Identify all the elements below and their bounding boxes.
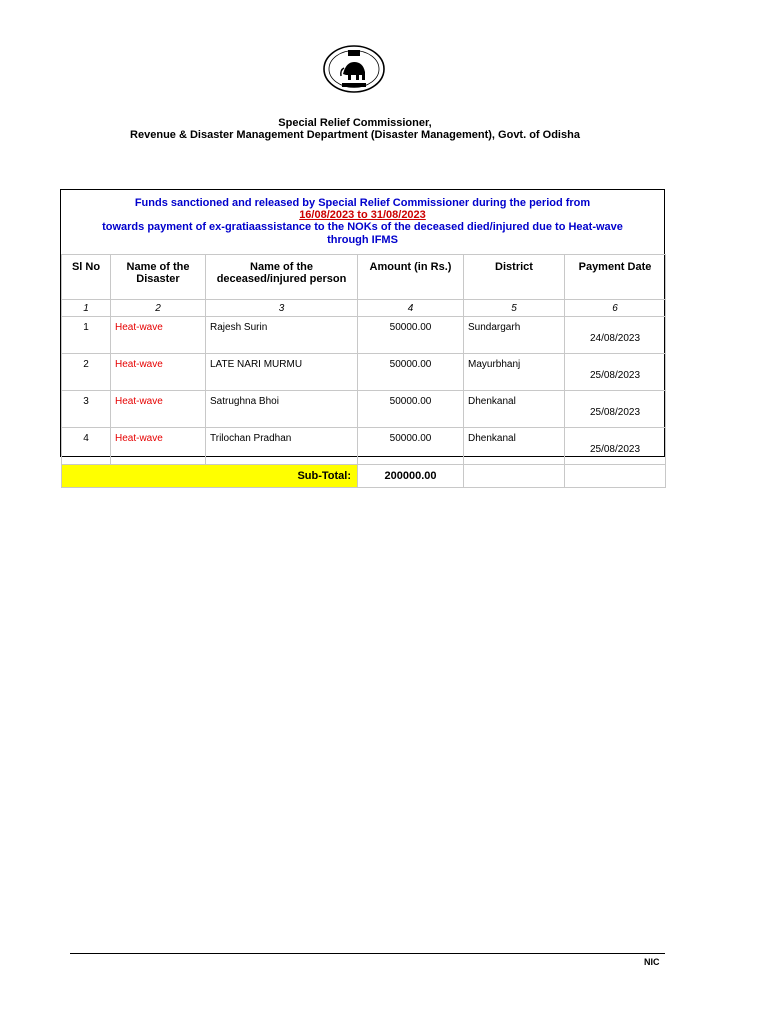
cell-person: Rajesh Surin (206, 317, 358, 354)
panel-title-line-3: towards payment of ex-gratiaassistance to the NOKs of the deceased died/injured due to Heat-wave (102, 221, 623, 233)
cell-payment-date: 24/08/2023 (565, 317, 666, 354)
col-header-payment-date: Payment Date (565, 255, 666, 300)
odisha-state-emblem-icon (322, 44, 386, 94)
panel-title-line-4: through IFMS (327, 234, 398, 246)
cell-person: LATE NARI MURMU (206, 354, 358, 391)
col-header-amount: Amount (in Rs.) (358, 255, 464, 300)
cell-payment-date: 25/08/2023 (565, 391, 666, 428)
cell-disaster: Heat-wave (111, 317, 206, 354)
column-number-row (62, 300, 666, 317)
cell-sl-no: 4 (62, 428, 111, 465)
table-row (62, 317, 666, 354)
cell-amount: 50000.00 (358, 391, 464, 428)
col-header-sl-no: Sl No (62, 255, 111, 300)
cell-district: Dhenkanal (464, 428, 565, 465)
table-header-row (62, 255, 666, 300)
column-number: 6 (565, 300, 666, 317)
footer-divider (70, 953, 665, 954)
panel-title-line-1: Funds sanctioned and released by Special Relief Commissioner during the period from (134, 197, 591, 209)
cell-disaster: Heat-wave (111, 391, 206, 428)
col-header-person: Name of the deceased/injured person (206, 255, 358, 300)
column-number: 5 (464, 300, 565, 317)
cell-payment-date: 25/08/2023 (565, 354, 666, 391)
cell-amount: 50000.00 (358, 354, 464, 391)
header-line-2: Revenue & Disaster Management Department (Disaster Management), Govt. of Odisha (130, 129, 580, 141)
subtotal-empty-cell (464, 465, 565, 488)
period-text: 16/08/2023 to 31/08/2023 (299, 209, 426, 221)
footer-nic-label: NIC (644, 957, 660, 967)
cell-amount: 50000.00 (358, 428, 464, 465)
funds-panel (60, 189, 665, 482)
table-row (62, 354, 666, 391)
column-number: 4 (358, 300, 464, 317)
cell-district: Sundargarh (464, 317, 565, 354)
cell-payment-date: 25/08/2023 (565, 428, 666, 465)
table-row (62, 428, 666, 465)
panel-title-period (61, 209, 664, 221)
cell-district: Dhenkanal (464, 391, 565, 428)
column-number: 3 (206, 300, 358, 317)
subtotal-value: 200000.00 (358, 465, 464, 488)
header-line-1: Special Relief Commissioner, (278, 117, 432, 129)
table-row (62, 391, 666, 428)
cell-disaster: Heat-wave (111, 354, 206, 391)
cell-sl-no: 1 (62, 317, 111, 354)
cell-sl-no: 3 (62, 391, 111, 428)
subtotal-row (62, 465, 666, 488)
col-header-disaster: Name of the Disaster (111, 255, 206, 300)
col-header-district: District (464, 255, 565, 300)
column-number: 2 (111, 300, 206, 317)
cell-person: Trilochan Pradhan (206, 428, 358, 465)
cell-person: Satrughna Bhoi (206, 391, 358, 428)
subtotal-empty-cell (565, 465, 666, 488)
cell-sl-no: 2 (62, 354, 111, 391)
cell-amount: 50000.00 (358, 317, 464, 354)
subtotal-label: Sub-Total: (62, 465, 358, 488)
cell-disaster: Heat-wave (111, 428, 206, 465)
cell-district: Mayurbhanj (464, 354, 565, 391)
funds-table (61, 254, 666, 488)
column-number: 1 (62, 300, 111, 317)
